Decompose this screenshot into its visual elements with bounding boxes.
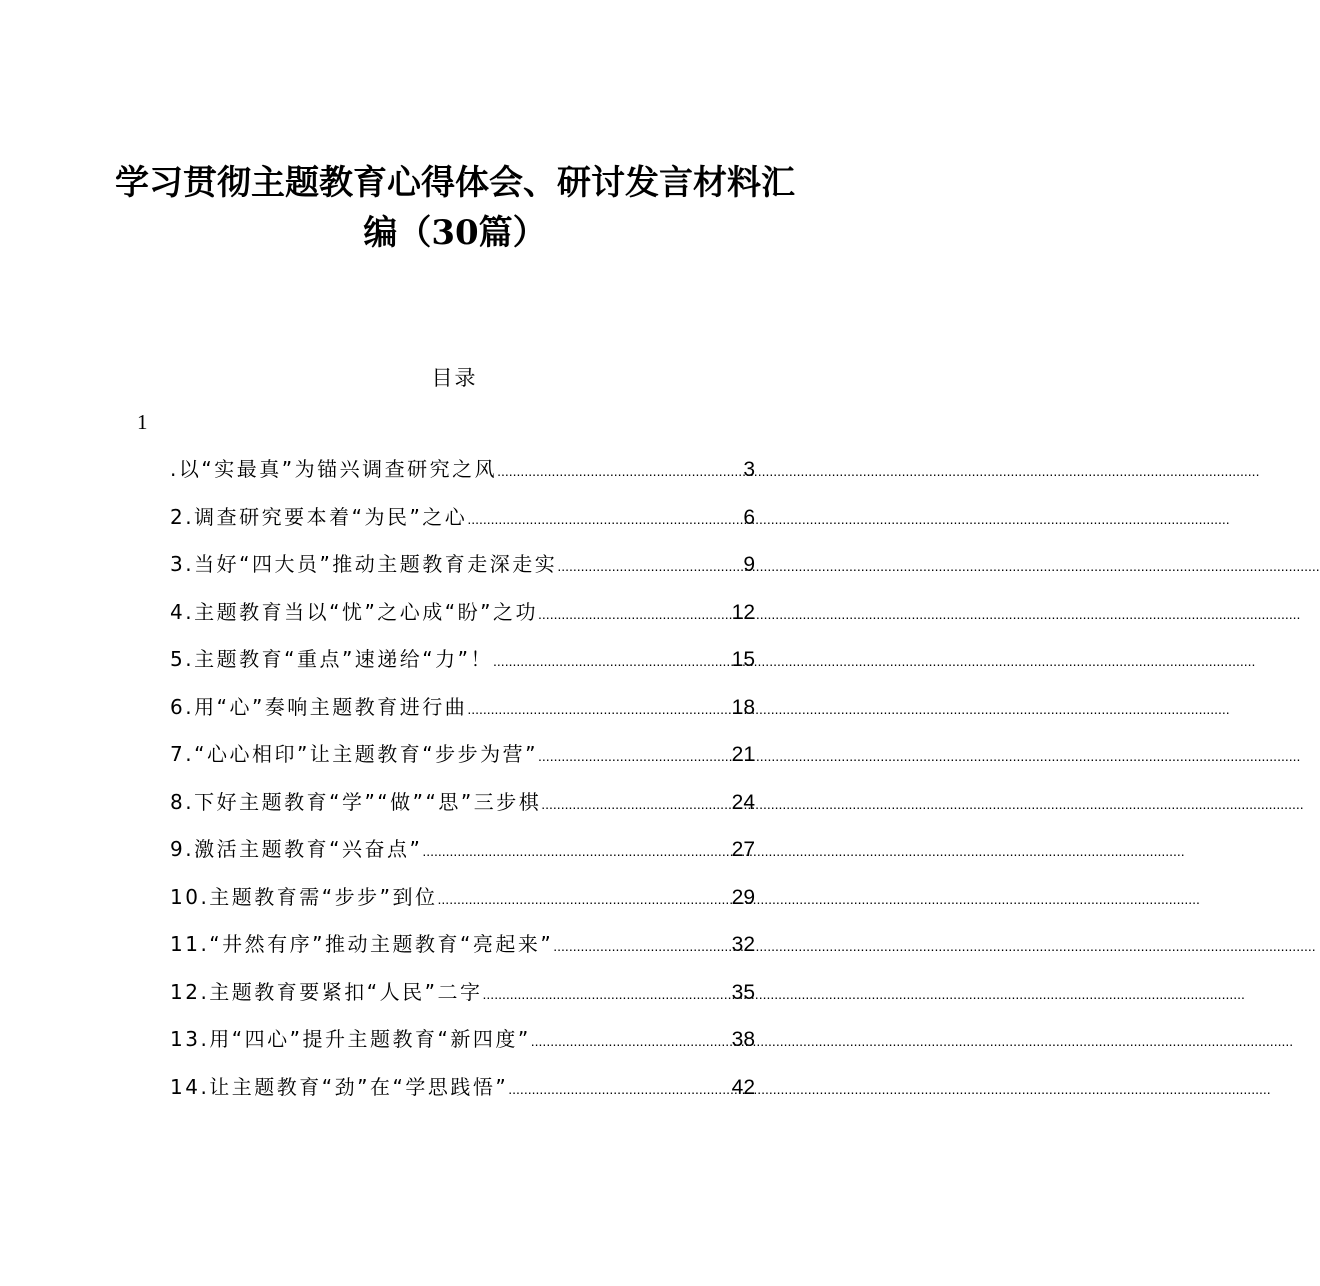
toc-entry-title: .以“实最真”为锚兴调查研究之风: [170, 457, 498, 481]
toc-dot-leader: [438, 891, 731, 907]
document-title-line-2: 编（30篇）: [363, 213, 547, 253]
toc-entry[interactable]: [170, 1071, 755, 1119]
toc-dot-leader: [483, 986, 731, 1002]
toc-dot-leader: [538, 748, 731, 764]
toc-entry-title: 6.用“心”奏响主题教育进行曲: [170, 694, 468, 719]
toc-entry-title: 12.主题教育要紧扣“人民”二字: [170, 979, 483, 1004]
toc-entry-page-number: 32: [731, 933, 755, 956]
toc-entry[interactable]: [170, 1023, 755, 1071]
toc-entry-title: 3.当好“四大员”推动主题教育走深走实: [170, 552, 558, 576]
toc-entry[interactable]: [170, 691, 755, 739]
toc-dot-leader: [467, 701, 730, 717]
stray-number: 1: [137, 410, 148, 434]
toc-dot-leader: [422, 843, 730, 859]
toc-dot-leader: [553, 938, 730, 954]
toc-entry[interactable]: [170, 928, 755, 976]
toc-entry-title: 5.主题教育“重点”速递给“力”！: [170, 647, 494, 671]
toc-entry[interactable]: [170, 453, 755, 501]
toc-entry[interactable]: [170, 881, 755, 929]
toc-entry-title: 2.调查研究要本着“为民”之心: [170, 504, 468, 529]
toc-entry-title: 8.下好主题教育“学”“做”“思”三步棋: [170, 789, 542, 814]
toc-entry-page-number: 3: [743, 458, 755, 481]
toc-dot-leader: [467, 511, 742, 527]
toc-entry-title: 11.“井然有序”推动主题教育“亮起来”: [170, 932, 554, 956]
toc-entry-title: 7.“心心相印”让主题教育“步步为营”: [170, 742, 539, 766]
toc-entry[interactable]: [170, 501, 755, 549]
toc-entry[interactable]: [170, 976, 755, 1024]
toc-entry-page-number: 21: [731, 743, 755, 766]
toc-heading: 目录: [431, 366, 478, 390]
toc-entry-title: 14.让主题教育“劲”在“学思践悟”: [170, 1074, 509, 1099]
toc-entry-page-number: 35: [731, 980, 755, 1004]
toc-entry-page-number: 12: [731, 600, 755, 624]
toc-entry[interactable]: [170, 833, 755, 881]
toc-entry-page-number: 9: [743, 553, 755, 576]
document-title-line-1: 学习贯彻主题教育心得体会、研讨发言材料汇: [115, 163, 795, 203]
toc-entry-page-number: 24: [731, 790, 755, 814]
toc-entry[interactable]: [170, 596, 755, 644]
table-of-contents: [170, 453, 755, 1118]
toc-entry-title: 10.主题教育需“步步”到位: [170, 884, 438, 909]
document-title: [100, 158, 810, 258]
toc-dot-leader: [557, 558, 742, 574]
toc-entry-page-number: 42: [731, 1075, 755, 1099]
toc-entry-title: 9.激活主题教育“兴奋点”: [170, 837, 423, 861]
toc-entry[interactable]: [170, 643, 755, 691]
toc-entry-page-number: 18: [731, 695, 755, 719]
toc-dot-leader: [497, 463, 742, 479]
toc-dot-leader: [531, 1033, 731, 1049]
toc-dot-leader: [493, 653, 731, 669]
toc-entry-page-number: 6: [743, 505, 755, 529]
toc-dot-leader: [538, 606, 731, 622]
toc-entry[interactable]: [170, 548, 755, 596]
toc-entry-title: 4.主题教育当以“忧”之心成“盼”之功: [170, 599, 539, 624]
toc-entry-page-number: 38: [731, 1028, 755, 1051]
toc-entry-page-number: 27: [731, 838, 755, 861]
toc-entry-page-number: 29: [731, 885, 755, 909]
toc-entry-title: 13.用“四心”提升主题教育“新四度”: [170, 1027, 531, 1051]
toc-dot-leader: [508, 1081, 730, 1097]
toc-entry[interactable]: [170, 786, 755, 834]
toc-entry-page-number: 15: [731, 648, 755, 671]
toc-dot-leader: [541, 796, 730, 812]
toc-entry[interactable]: [170, 738, 755, 786]
